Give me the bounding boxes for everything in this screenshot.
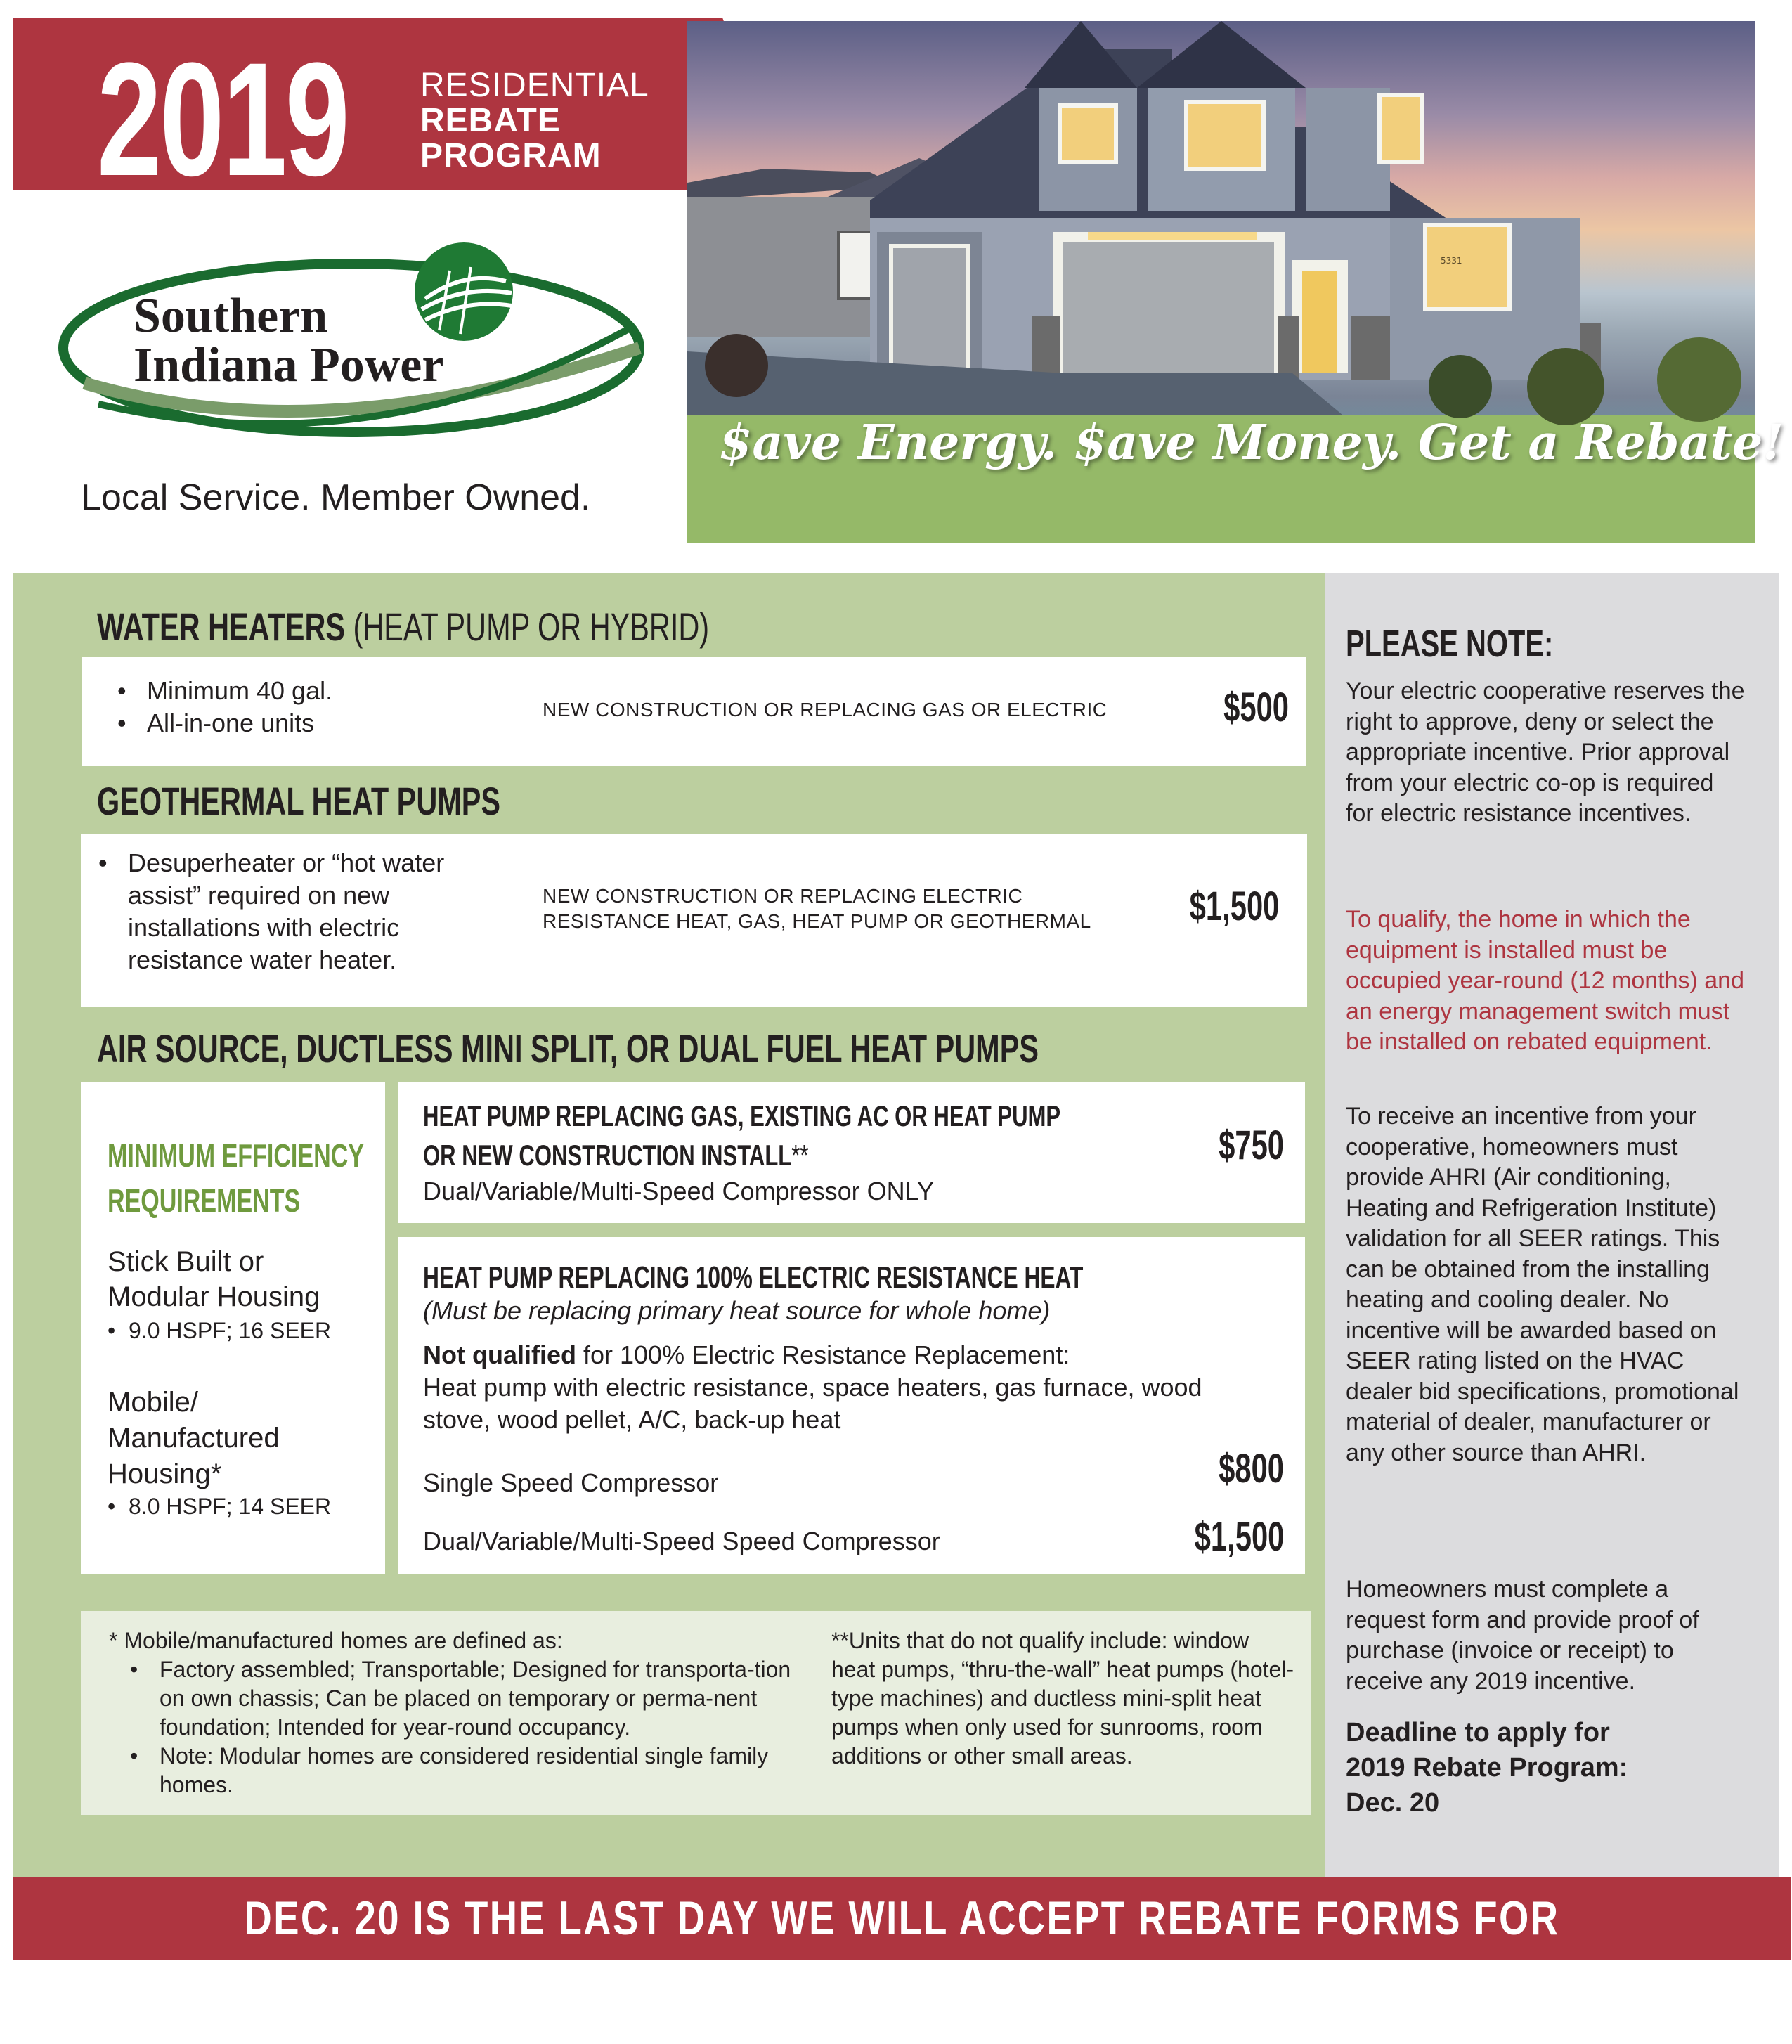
replacing-electric-subtitle: (Must be replacing primary heat source for whole home) — [423, 1296, 1051, 1325]
water-heaters-title: WATER HEATERS — [97, 604, 346, 649]
program-title-line3: PROGRAM — [420, 137, 602, 174]
program-title-line2: REBATE — [420, 102, 561, 139]
stick-built-line2: Modular Housing — [108, 1281, 320, 1312]
efficiency-heading — [108, 1133, 364, 1223]
list-item: • 8.0 HSPF; 14 SEER — [100, 1492, 331, 1520]
geothermal-condition — [543, 884, 1091, 934]
mobile-line2: Manufactured — [108, 1423, 280, 1454]
mobile-footnote-intro: * Mobile/manufactured homes are defined as: — [109, 1628, 563, 1653]
list-item: • 9.0 HSPF; 16 SEER — [100, 1317, 331, 1345]
efficiency-heading-line1: MINIMUM EFFICIENCY — [108, 1137, 364, 1174]
efficiency-requirements-box — [81, 1082, 385, 1574]
mobile-line3: Housing* — [108, 1458, 222, 1489]
geothermal-title: GEOTHERMAL HEAT PUMPS — [97, 779, 501, 823]
replacing-gas-price: $750 — [1219, 1123, 1284, 1168]
footer-deadline — [13, 1877, 1791, 2044]
list-item: • Note: Modular homes are considered residential single family homes. — [109, 1742, 812, 1799]
geothermal-price: $1,500 — [1189, 884, 1279, 929]
footnotes-box — [81, 1611, 1311, 1815]
single-speed-price: $800 — [1219, 1446, 1284, 1492]
stick-built-line1: Stick Built or — [108, 1246, 264, 1277]
efficiency-heading-line2: REQUIREMENTS — [108, 1182, 301, 1219]
replacing-gas-title-line1: HEAT PUMP REPLACING GAS, EXISTING AC OR HEAT PUMP — [423, 1099, 1061, 1132]
replacing-gas-note: Dual/Variable/Multi-Speed Compressor ONLY — [423, 1177, 934, 1205]
program-title — [420, 68, 649, 174]
footer-banner — [13, 1877, 1791, 2029]
header-banner — [13, 18, 722, 209]
deadline-line2: 2019 Rebate Program: — [1346, 1753, 1628, 1783]
deadline-line1: Deadline to apply for — [1346, 1718, 1610, 1747]
tagline: $ave Energy. $ave Money. Get a Rebate! — [719, 415, 1784, 471]
water-heaters-subtitle: (HEAT PUMP OR HYBRID) — [353, 604, 710, 649]
logo-company-name — [134, 289, 444, 392]
geothermal-condition-line1: NEW CONSTRUCTION OR REPLACING ELECTRIC — [543, 885, 1023, 907]
water-heaters-condition: NEW CONSTRUCTION OR REPLACING GAS OR ELECTRIC — [543, 699, 1108, 720]
geothermal-condition-line2: RESISTANCE HEAT, GAS, HEAT PUMP OR GEOTHERMAL — [543, 910, 1091, 932]
logo-name-line1: Southern — [134, 289, 328, 343]
replacing-gas-title-mark: ** — [791, 1139, 809, 1172]
geothermal-bullets — [91, 847, 485, 976]
not-qualified-list: Heat pump with electric resistance, space heaters, gas furnace, wood stove, wood pellet, A/C, back-up heat — [423, 1373, 1202, 1434]
water-heaters-box — [82, 657, 1306, 766]
note-paragraph-qualify: To qualify, the home in which the equipment is installed must be occupied year-round (12 months) and an energy management switch must be installed on rebated equipment. — [1346, 906, 1744, 1055]
deadline-line3: Dec. 20 — [1346, 1788, 1440, 1818]
house-number: 5331 — [1441, 256, 1462, 266]
list-item: • All-in-one units — [110, 707, 332, 739]
replacing-gas-box — [398, 1082, 1305, 1223]
stick-built-specs — [100, 1317, 331, 1345]
deadline-notice — [1346, 1715, 1746, 1820]
replacing-gas-title-line2: OR NEW CONSTRUCTION INSTALL — [423, 1139, 792, 1172]
air-source-title: AIR SOURCE, DUCTLESS MINI SPLIT, OR DUAL FUEL HEAT PUMPS — [97, 1026, 1039, 1070]
mobile-footnote — [109, 1626, 812, 1799]
program-year: 2019 — [97, 29, 348, 209]
units-footnote: **Units that do not qualify include: window heat pumps, “thru-the-wall” heat pumps (hotel-type machines) and ductless mini-split heat pumps when only used for sunrooms, room additions or other small areas. — [831, 1628, 1294, 1768]
replacing-electric-title: HEAT PUMP REPLACING 100% ELECTRIC RESISTANCE HEAT — [423, 1260, 1084, 1295]
mobile-line1: Mobile/ — [108, 1387, 198, 1418]
water-heaters-price: $500 — [1223, 685, 1289, 730]
not-qualified-text — [423, 1339, 1266, 1436]
mobile-housing-specs — [100, 1492, 331, 1520]
not-qualified-rest: for 100% Electric Resistance Replacement: — [576, 1340, 1070, 1369]
not-qualified-bold: Not qualified — [423, 1340, 576, 1369]
please-note-title: PLEASE NOTE: — [1346, 623, 1554, 665]
replacing-electric-box — [398, 1237, 1305, 1574]
dual-speed-price: $1,500 — [1194, 1514, 1284, 1560]
stick-built-label — [108, 1244, 320, 1314]
note-paragraph-1: Your electric cooperative reserves the right to approve, deny or select the appropriate incentive. Prior approval from your electric co-op is required for electric resistance incentives. — [1346, 678, 1745, 827]
list-item: • Minimum 40 gal. — [110, 675, 332, 707]
logo-name-line2: Indiana Power — [134, 338, 444, 392]
note-paragraph-request: Homeowners must complete a request form and provide proof of purchase (invoice or receipt) to receive any 2019 incentive. — [1346, 1576, 1699, 1695]
list-item: • Factory assembled; Transportable; Designed for transporta-tion on own chassis; Can be placed on temporary or perma-nent foundation; Intended for year-round occupancy. — [109, 1655, 812, 1742]
footer-text: DEC. 20 IS THE LAST DAY WE WILL ACCEPT REBATE FORMS FOR 2019. — [244, 1891, 1560, 2029]
single-speed-label: Single Speed Compressor — [423, 1468, 719, 1497]
mobile-housing-label — [108, 1385, 280, 1492]
replacing-gas-title — [423, 1097, 1060, 1175]
list-item: • Desuperheater or “hot water assist” required on new installations with electric resistance water heater. — [91, 847, 485, 976]
program-title-line1: RESIDENTIAL — [420, 67, 649, 104]
company-logo — [56, 242, 647, 453]
company-motto: Local Service. Member Owned. — [81, 477, 591, 518]
dual-speed-label: Dual/Variable/Multi-Speed Speed Compressor — [423, 1527, 940, 1555]
water-heaters-heading — [97, 606, 709, 648]
geothermal-box — [81, 834, 1307, 1007]
note-paragraph-ahri: To receive an incentive from your cooperative, homeowners must provide AHRI (Air conditioning, Heating and Refrigeration Institute) validation for all SEER ratings. This can be obtained from the installing heating and cooling dealer. No incentive will be awarded based on SEER rating listed on the HVAC dealer bid specifications, promotional material of dealer, manufacturer or any other source than AHRI. — [1346, 1103, 1739, 1466]
water-heaters-bullets — [110, 675, 332, 739]
house-photo — [687, 21, 1784, 543]
